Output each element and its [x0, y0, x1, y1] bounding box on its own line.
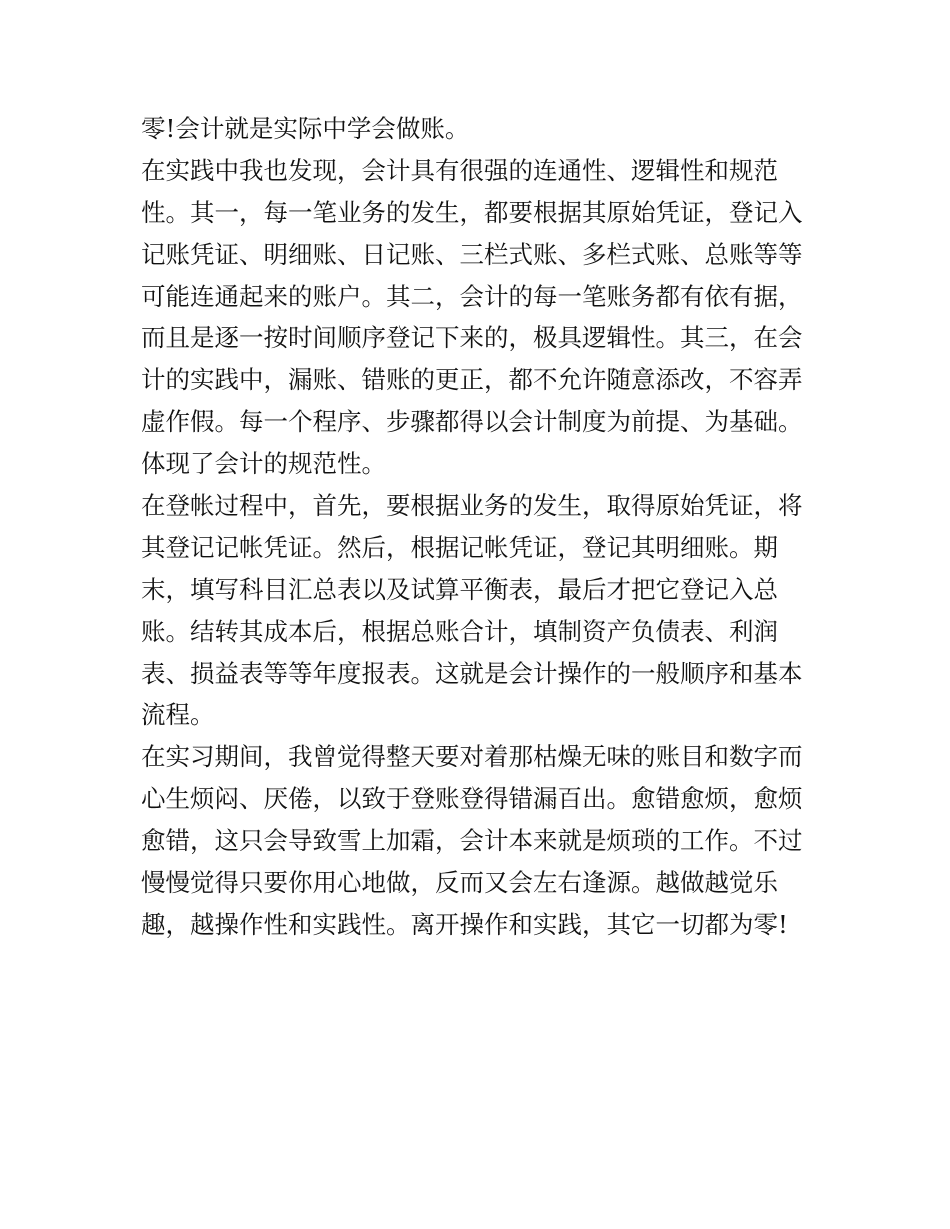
text-line: 表、损益表等等年度报表。这就是会计操作的一般顺序和基本: [141, 658, 803, 688]
text-line: 愈错，这只会导致雪上加霜，会计本来就是烦琐的工作。不过: [141, 826, 803, 856]
text-line: 心生烦闷、厌倦，以致于登账登得错漏百出。愈错愈烦，愈烦: [141, 784, 803, 814]
text-line: 在实习期间，我曾觉得整天要对着那枯燥无味的账目和数字而: [141, 742, 803, 772]
text-line: 慢慢觉得只要你用心地做，反而又会左右逢源。越做越觉乐: [141, 868, 778, 898]
text-line: 虚作假。每一个程序、步骤都得以会计制度为前提、为基础。: [141, 407, 803, 437]
text-line: 末，填写科目汇总表以及试算平衡表，最后才把它登记入总: [141, 574, 778, 604]
text-line: 计的实践中，漏账、错账的更正，都不允许随意添改，不容弄: [141, 365, 803, 395]
text-line: 在登帐过程中，首先，要根据业务的发生，取得原始凭证，将: [141, 491, 803, 521]
text-line: 账。结转其成本后，根据总账合计，填制资产负债表、利润: [141, 616, 778, 646]
text-line: 其登记记帐凭证。然后，根据记帐凭证，登记其明细账。期: [141, 532, 778, 562]
text-line: 趣，越操作性和实践性。离开操作和实践，其它一切都为零!: [141, 909, 788, 939]
text-line: 零!会计就是实际中学会做账。: [141, 114, 470, 143]
text-line: 性。其一，每一笔业务的发生，都要根据其原始凭证，登记入: [141, 197, 803, 227]
text-line: 记账凭证、明细账、日记账、三栏式账、多栏式账、总账等等: [141, 239, 803, 269]
text-line: 体现了会计的规范性。: [141, 449, 386, 479]
text-line: 而且是逐一按时间顺序登记下来的，极具逻辑性。其三，在会: [141, 323, 803, 353]
text-line: 在实践中我也发现，会计具有很强的连通性、逻辑性和规范: [141, 155, 778, 185]
text-line: 可能连通起来的账户。其二，会计的每一笔账务都有依有据，: [141, 281, 803, 311]
document-body: [141, 108, 821, 946]
text-line: 流程。: [141, 700, 215, 730]
